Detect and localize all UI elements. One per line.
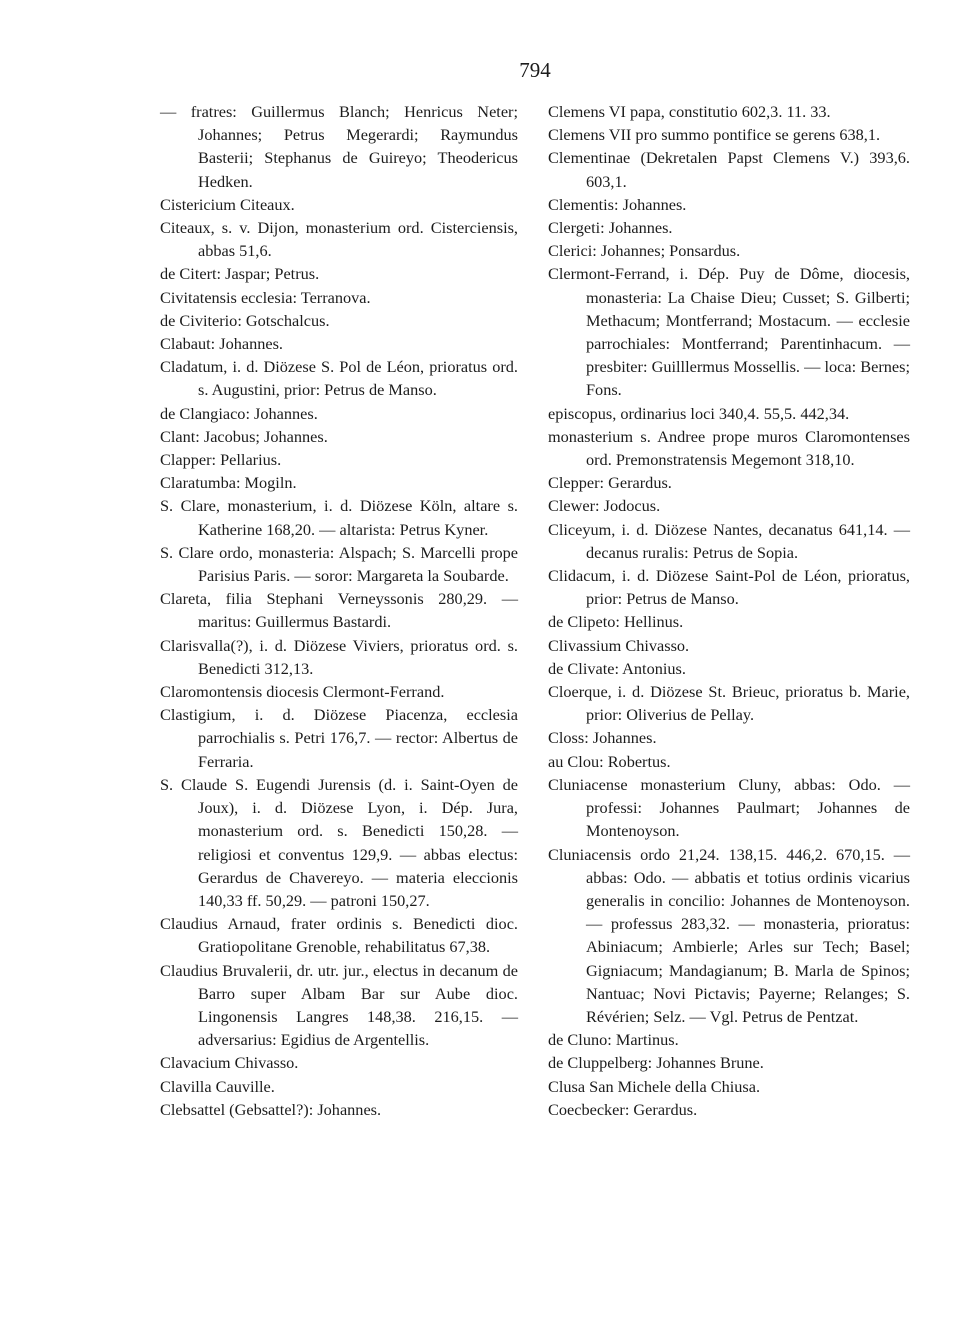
- index-entry: Clavacium Chivasso.: [160, 1053, 299, 1073]
- index-entry: Citeaux, s. v. Dijon, monasterium ord. Cisterciensis, abbas 51,6.: [160, 218, 518, 261]
- index-entry: Cliceyum, i. d. Diözese Nantes, decanatus 641,14. — decanus ruralis: Petrus de Sopia.: [548, 519, 910, 562]
- index-entry: Clemens VI papa, constitutio 602,3. 11. 33.: [548, 102, 831, 121]
- index-entry: Clavilla Cauville.: [160, 1076, 275, 1096]
- index-entry: Clementinae (Dekretalen Papst Clemens V.) 393,6. 603,1.: [548, 148, 910, 191]
- index-entry: de Cluno: Martinus.: [548, 1030, 679, 1050]
- index-entry: Clant: Jacobus; Johannes.: [160, 426, 328, 446]
- index-entry: Coecbecker: Gerardus.: [548, 1099, 698, 1119]
- index-entry: de Clangiaco: Johannes.: [160, 403, 318, 423]
- index-entry: Clidacum, i. d. Diözese Saint-Pol de Léon, prioratus, prior: Petrus de Manso.: [548, 566, 910, 609]
- index-entry: de Clipeto: Hellinus.: [548, 612, 684, 632]
- index-entry: de Civiterio: Gotschalcus.: [160, 310, 330, 330]
- index-entry: Claromontensis diocesis Clermont-Ferrand.: [160, 682, 445, 702]
- index-entry: Clerici: Johannes; Ponsardus.: [548, 241, 741, 261]
- index-entry: Cistericium Citeaux.: [160, 194, 295, 214]
- index-entry: Claratumba: Mogiln.: [160, 473, 297, 493]
- left-column: [160, 100, 518, 1121]
- index-entry: Clemens VII pro summo pontifice se gerens 638,1.: [548, 125, 881, 145]
- index-entry: Cloerque, i. d. Diözese St. Brieuc, prioratus b. Marie, prior: Oliverius de Pellay.: [548, 682, 910, 725]
- index-entry: Clepper: Gerardus.: [548, 473, 672, 493]
- index-entry: Clebsattel (Gebsattel?): Johannes.: [160, 1099, 382, 1119]
- index-entry: Clementis: Johannes.: [548, 194, 687, 214]
- index-entry: de Clivate: Antonius.: [548, 658, 686, 678]
- index-entry: monasterium s. Andree prope muros Claromontenses ord. Premonstratensis Megemont 318,10.: [548, 426, 910, 470]
- index-entry: Clastigium, i. d. Diözese Piacenza, ecclesia parrochialis s. Petri 176,7. — rector: Albertus de Ferraria.: [160, 705, 518, 771]
- index-entry: Clusa San Michele della Chiusa.: [548, 1076, 761, 1096]
- right-column: [548, 100, 910, 1121]
- index-entry: Clivassium Chivasso.: [548, 635, 690, 655]
- index-entry: Clarisvalla(?), i. d. Diözese Viviers, prioratus ord. s. Benedicti 312,13.: [160, 635, 518, 678]
- index-entry: Closs: Johannes.: [548, 728, 657, 748]
- index-entry: Claudius Bruvalerii, dr. utr. jur., electus in decanum de Barro super Albam Bar sur Aube dioc. Lingonensis Langres 148,38. 216,15. — adversarius: Egidius de Argentellis.: [160, 960, 518, 1050]
- index-entry: de Citert: Jaspar; Petrus.: [160, 264, 320, 284]
- index-entry: Clermont-Ferrand, i. Dép. Puy de Dôme, diocesis, monasteria: La Chaise Dieu; Cusset; S. Gilberti; Methacum; Montferrand; Mostacum. — ecclesie parrochiales: Montferrand; Parentinhacum. — presbiter: Guilllermus Mossellis. — loca: Bernes; Fons.: [548, 264, 910, 400]
- index-entry: Civitatensis ecclesia: Terranova.: [160, 287, 371, 307]
- index-entry: S. Clare ordo, monasteria: Alspach; S. Marcelli prope Parisius Paris. — soror: Margareta la Soubarde.: [160, 542, 518, 586]
- index-entry: Clapper: Pellarius.: [160, 450, 282, 470]
- index-entry: episcopus, ordinarius loci 340,4. 55,5. 442,34.: [548, 403, 850, 423]
- page-number: 794: [519, 58, 551, 82]
- index-entry: Cluniacense monasterium Cluny, abbas: Odo. — professi: Johannes Paulmart; Johannes de Montenoyson.: [548, 774, 910, 841]
- index-entry: Clewer: Jodocus.: [548, 496, 661, 516]
- index-entry: S. Clare, monasterium, i. d. Diözese Köln, altare s. Katherine 168,20. — altarista: Petrus Kyner.: [160, 496, 518, 539]
- index-entry: Cluniacensis ordo 21,24. 138,15. 446,2. 670,15. — abbas: Odo. — abbatis et totius ordinis vicarius generalis in concilio: Johannes de Montenoyson. — professus 283,32. — monasteria, prioratus: Abiniacum; Ambierle; Arles sur Tech; Basel; Gigniacum; Mandagianum; B. Marla de Spinos; Nantuac; Novi Pictavis; Payerne; Relanges; S. Révérien; Selz. — Vgl. Petrus de Pentzat.: [548, 844, 910, 1026]
- index-entry: de Cluppelberg: Johannes Brune.: [548, 1053, 764, 1073]
- index-entry: Clareta, filia Stephani Verneyssonis 280,29. — maritus: Guillermus Bastardi.: [160, 589, 518, 632]
- index-entry: S. Claude S. Eugendi Jurensis (d. i. Saint-Oyen de Joux), i. d. Diözese Lyon, i. Dép. Jura, monasterium ord. s. Benedicti 150,28. — religiosi et conventus 129,9. — abbas electus: Gerardus de Chavereyo. — materia eleccionis 140,33 ff. 50,29. — patroni 150,27.: [160, 774, 518, 910]
- index-entry: Clabaut: Johannes.: [160, 334, 283, 354]
- index-entry: Clergeti: Johannes.: [548, 218, 673, 238]
- index-entry: au Clou: Robertus.: [548, 751, 671, 771]
- index-entry: Cladatum, i. d. Diözese S. Pol de Léon, prioratus ord. s. Augustini, prior: Petrus de Manso.: [160, 357, 518, 400]
- index-entry: — fratres: Guillermus Blanch; Henricus Neter; Johannes; Petrus Megerardi; Raymundus Basterii; Stephanus de Guireyo; Theodericus Hedken.: [160, 102, 518, 191]
- index-entry: Claudius Arnaud, frater ordinis s. Benedicti dioc. Gratiopolitane Grenoble, rehabilitatus 67,38.: [160, 914, 518, 957]
